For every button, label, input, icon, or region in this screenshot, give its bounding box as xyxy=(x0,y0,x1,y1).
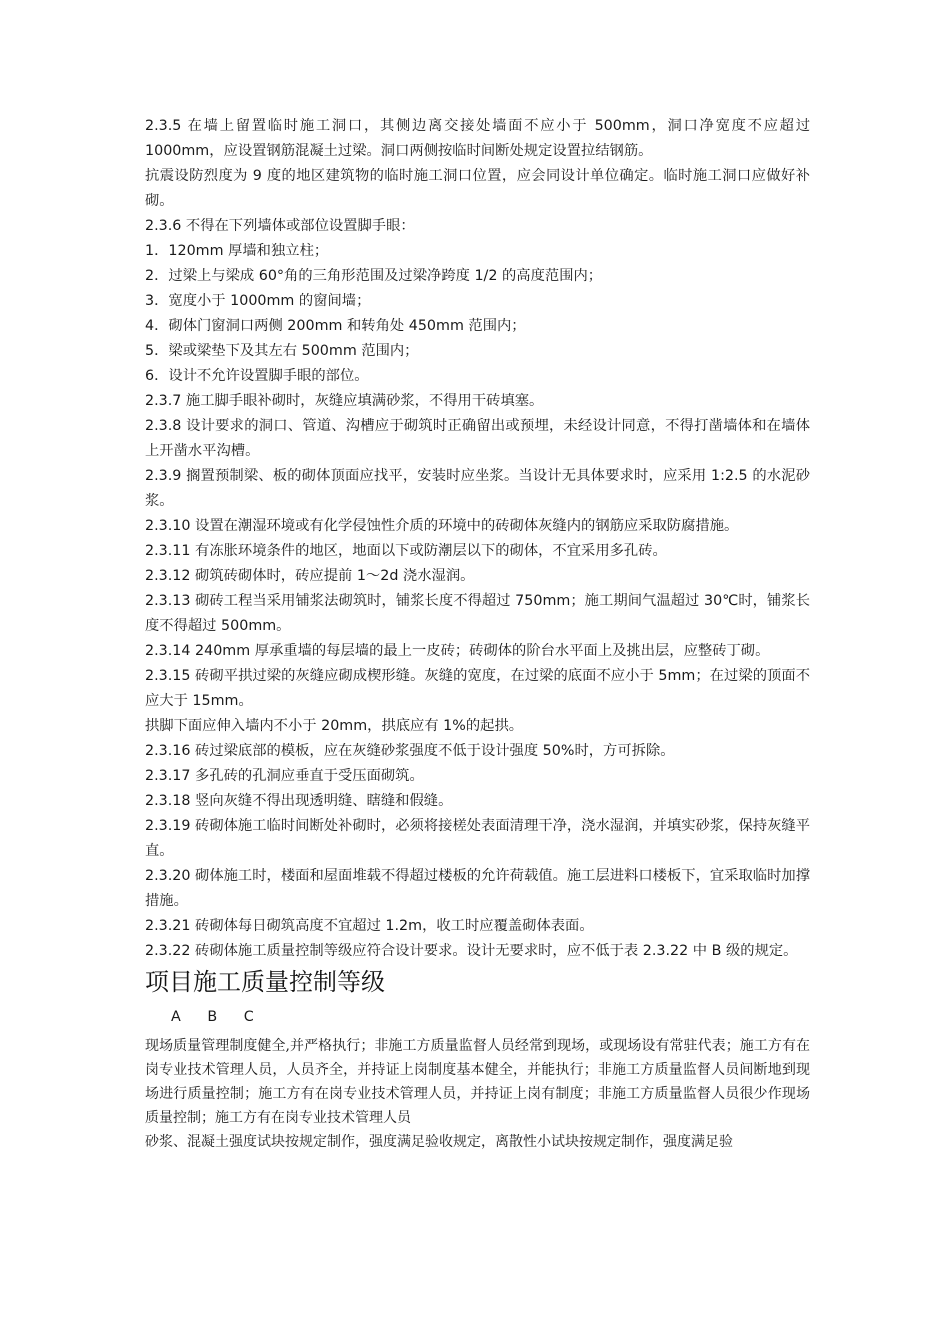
table-text: 砂浆、混凝土强度试块按规定制作，强度满足验收规定，离散性小试块按规定制作，强度满足验 xyxy=(145,1134,733,1150)
paragraph: 2.3.13 砌砖工程当采用铺浆法砌筑时，铺浆长度不得超过 750mm；施工期间气温超过 30℃时，铺浆长度不得超过 500mm。 xyxy=(145,593,810,634)
paragraph: 2.3.19 砖砌体施工临时间断处补砌时，必须将接槎处表面清理干净，浇水湿润，并填实砂浆，保持灰缝平直。 xyxy=(145,818,810,859)
paragraph: 2.3.20 砌体施工时，楼面和屋面堆载不得超过楼板的允许荷载值。施工层进料口楼板下，宜采取临时加撑措施。 xyxy=(145,868,810,909)
paragraph: 2.3.18 竖向灰缝不得出现透明缝、瞎缝和假缝。 xyxy=(145,793,453,809)
paragraph: 2.3.12 砌筑砖砌体时，砖应提前 1～2d 浇水湿润。 xyxy=(145,568,475,584)
paragraph: 2.3.10 设置在潮湿环境或有化学侵蚀性介质的环境中的砖砌体灰缝内的钢筋应采取防腐措施。 xyxy=(145,518,739,534)
level-a: A xyxy=(171,1009,181,1025)
paragraph: 拱脚下面应伸入墙内不小于 20mm，拱底应有 1%的起拱。 xyxy=(145,718,524,734)
paragraph: 2.3.15 砖砌平拱过梁的灰缝应砌成楔形缝。灰缝的宽度，在过梁的底面不应小于 5mm；在过梁的顶面不应大于 15mm。 xyxy=(145,668,810,709)
paragraph: 2.3.7 施工脚手眼补砌时，灰缝应填满砂浆，不得用干砖填塞。 xyxy=(145,393,544,409)
list-item: 3．宽度小于 1000mm 的窗间墙； xyxy=(145,293,371,309)
paragraph: 2.3.22 砖砌体施工质量控制等级应符合设计要求。设计无要求时，应不低于表 2.3.22 中 B 级的规定。 xyxy=(145,943,798,959)
paragraph: 2.3.14 240mm 厚承重墙的每层墙的最上一皮砖；砖砌体的阶台水平面上及挑出层，应整砖丁砌。 xyxy=(145,643,770,659)
list-item: 5．梁或梁垫下及其左右 500mm 范围内； xyxy=(145,343,419,359)
paragraph: 2.3.21 砖砌体每日砌筑高度不宜超过 1.2m，收工时应覆盖砌体表面。 xyxy=(145,918,594,934)
list-item: 4．砌体门窗洞口两侧 200mm 和转角处 450mm 范围内； xyxy=(145,318,526,334)
paragraph: 2.3.11 有冻胀环境条件的地区，地面以下或防潮层以下的砌体，不宜采用多孔砖。 xyxy=(145,543,667,559)
list-item: 1．120mm 厚墙和独立柱； xyxy=(145,243,329,259)
paragraph: 2.3.5 在墙上留置临时施工洞口，其侧边离交接处墙面不应小于 500mm，洞口净宽度不应超过 1000mm，应设置钢筋混凝土过梁。洞口两侧按临时间断处规定设置拉结钢筋。 xyxy=(145,118,810,159)
paragraph: 2.3.8 设计要求的洞口、管道、沟槽应于砌筑时正确留出或预埋，未经设计同意，不得打凿墙体和在墙体上开凿水平沟槽。 xyxy=(145,418,810,459)
level-c: C xyxy=(243,1009,254,1025)
list-item: 6．设计不允许设置脚手眼的部位。 xyxy=(145,368,369,384)
paragraph: 抗震设防烈度为 9 度的地区建筑物的临时施工洞口位置，应会同设计单位确定。临时施工洞口应做好补砌。 xyxy=(145,168,810,209)
paragraph: 2.3.17 多孔砖的孔洞应垂直于受压面砌筑。 xyxy=(145,768,424,784)
table-text: 现场质量管理制度健全,并严格执行；非施工方质量监督人员经常到现场，或现场设有常驻代表；施工方有在岗专业技术管理人员，人员齐全，并持证上岗制度基本健全，并能执行；非施工方质量监督人员间断地到现场进行质量控制；施工方有在岗专业技术管理人员，并持证上岗有制度；非施工方质量监督人员很少作现场质量控制；施工方有在岗专业技术管理人员 xyxy=(145,1038,810,1126)
list-item: 2．过梁上与梁成 60°角的三角形范围及过梁净跨度 1/2 的高度范围内； xyxy=(145,268,603,284)
level-b: B xyxy=(207,1009,218,1025)
paragraph: 2.3.16 砖过梁底部的模板，应在灰缝砂浆强度不低于设计强度 50%时，方可拆除。 xyxy=(145,743,675,759)
quality-level-header xyxy=(145,1005,810,1030)
paragraph: 2.3.6 不得在下列墙体或部位设置脚手眼： xyxy=(145,218,415,234)
paragraph: 2.3.9 搁置预制梁、板的砌体顶面应找平，安装时应坐浆。当设计无具体要求时，应采用 1:2.5 的水泥砂浆。 xyxy=(145,468,810,509)
document-page xyxy=(145,114,810,1154)
table-heading: 项目施工质量控制等级 xyxy=(145,968,385,996)
